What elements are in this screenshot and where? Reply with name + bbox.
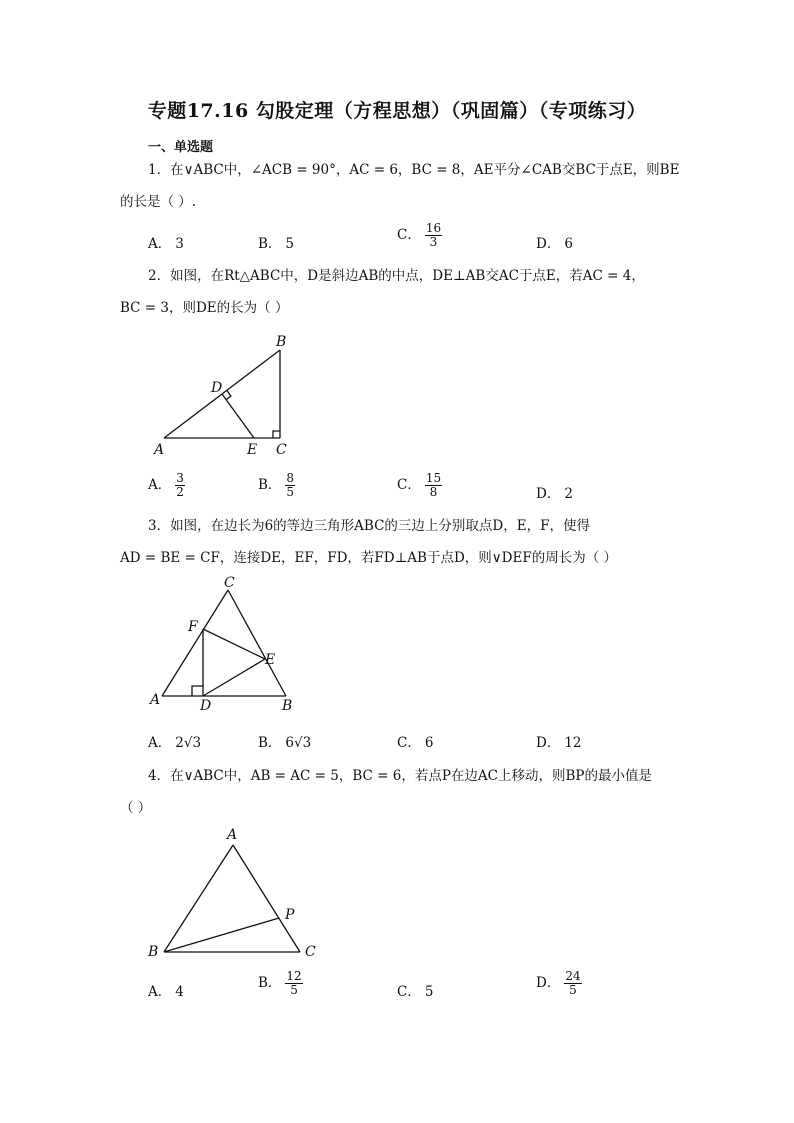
question-4-option-a[interactable]: A． 4 [148,984,184,1000]
right-angle-mark-c [273,431,280,438]
label-b: B [276,334,287,350]
label-a: A [154,442,165,458]
question-3-line-1: 3．如图，在边长为6的等边三角形ABC的三边上分别取点D，E，F，使得 [148,518,590,534]
question-3-option-d[interactable]: D． 12 [536,735,582,751]
segment-ac [233,845,300,952]
label-e: E [265,652,276,668]
question-4-line-2: （ ） [120,800,152,816]
label-b: B [148,944,159,960]
figure-2-right-triangle [140,330,320,465]
question-2-option-d[interactable]: D． 2 [536,486,573,502]
segment-ef [203,629,265,659]
fraction: $\frac{12}{5}$ [286,969,302,997]
question-2-option-b[interactable]: B． $\frac{8}{5}$ [258,471,295,499]
question-1-option-d[interactable]: D． 6 [536,236,573,252]
label-c: C [224,575,235,591]
label-f: F [188,619,198,635]
label-d: D [211,380,223,396]
question-4-option-b[interactable]: B． $\frac{12}{5}$ [258,969,302,997]
fraction: $\frac{24}{5}$ [565,969,581,997]
question-1-option-b[interactable]: B． 5 [258,236,295,252]
right-angle-mark-d [226,390,231,399]
fraction: $\frac{8}{5}$ [286,471,295,499]
label-d: D [200,698,212,714]
segment-bp [164,918,279,952]
question-3-line-2: AD = BE = CF，连接DE，EF，FD，若FD⊥AB于点D，则∨DEF的周长为（ ） [120,550,618,566]
question-1-option-c[interactable]: C． $\frac{16}{3}$ [397,221,442,249]
segment-ac [162,590,228,696]
question-2-line-1: 2．如图，在Rt△ABC中，D是斜边AB的中点，DE⊥AB交AC于点E，若AC = 4， [148,268,645,284]
figure-3-equilateral-triangle [140,574,320,719]
question-4-line-1: 4．在∨ABC中，AB = AC = 5，BC = 6，若点P在边AC上移动，则BP的最小值是 [148,768,652,784]
segment-ab [164,845,233,952]
question-3-option-c[interactable]: C． 6 [397,735,434,751]
question-2-line-2: BC = 3，则DE的长为（ ） [120,300,289,316]
segment-de [222,394,254,438]
question-2-option-c[interactable]: C． $\frac{15}{8}$ [397,471,442,499]
section-heading: 一、单选题 [148,140,214,155]
question-1-line-2: 的长是（ ）. [120,194,197,210]
question-4-option-d[interactable]: D． $\frac{24}{5}$ [536,969,581,997]
label-a: A [150,692,161,708]
label-p: P [285,907,295,923]
segment-de [203,659,265,696]
fraction: $\frac{16}{3}$ [425,221,442,249]
question-2-option-a[interactable]: A． $\frac{3}{2}$ [148,471,184,499]
right-angle-mark-d [192,686,203,696]
question-1-line-1: 1．在∨ABC中，∠ACB = 90°，AC = 6，BC = 8，AE平分∠CAB交BC于点E，则BE [148,162,680,178]
question-3-option-a[interactable]: A． 2√3 [148,735,202,751]
segment-bc [228,590,286,696]
question-1-option-a[interactable]: A． 3 [148,236,184,252]
label-c: C [276,442,287,458]
fraction: $\frac{3}{2}$ [176,471,184,499]
figure-4-isosceles-triangle [140,824,330,966]
fraction: $\frac{15}{8}$ [425,471,442,499]
label-b: B [282,698,293,714]
label-e: E [247,442,258,458]
question-3-option-b[interactable]: B． 6√3 [258,735,312,751]
label-a: A [227,827,238,843]
question-4-option-c[interactable]: C． 5 [397,984,434,1000]
label-c: C [305,944,316,960]
page-title: 专题17.16 勾股定理（方程思想）（巩固篇）（专项练习） [147,100,647,122]
